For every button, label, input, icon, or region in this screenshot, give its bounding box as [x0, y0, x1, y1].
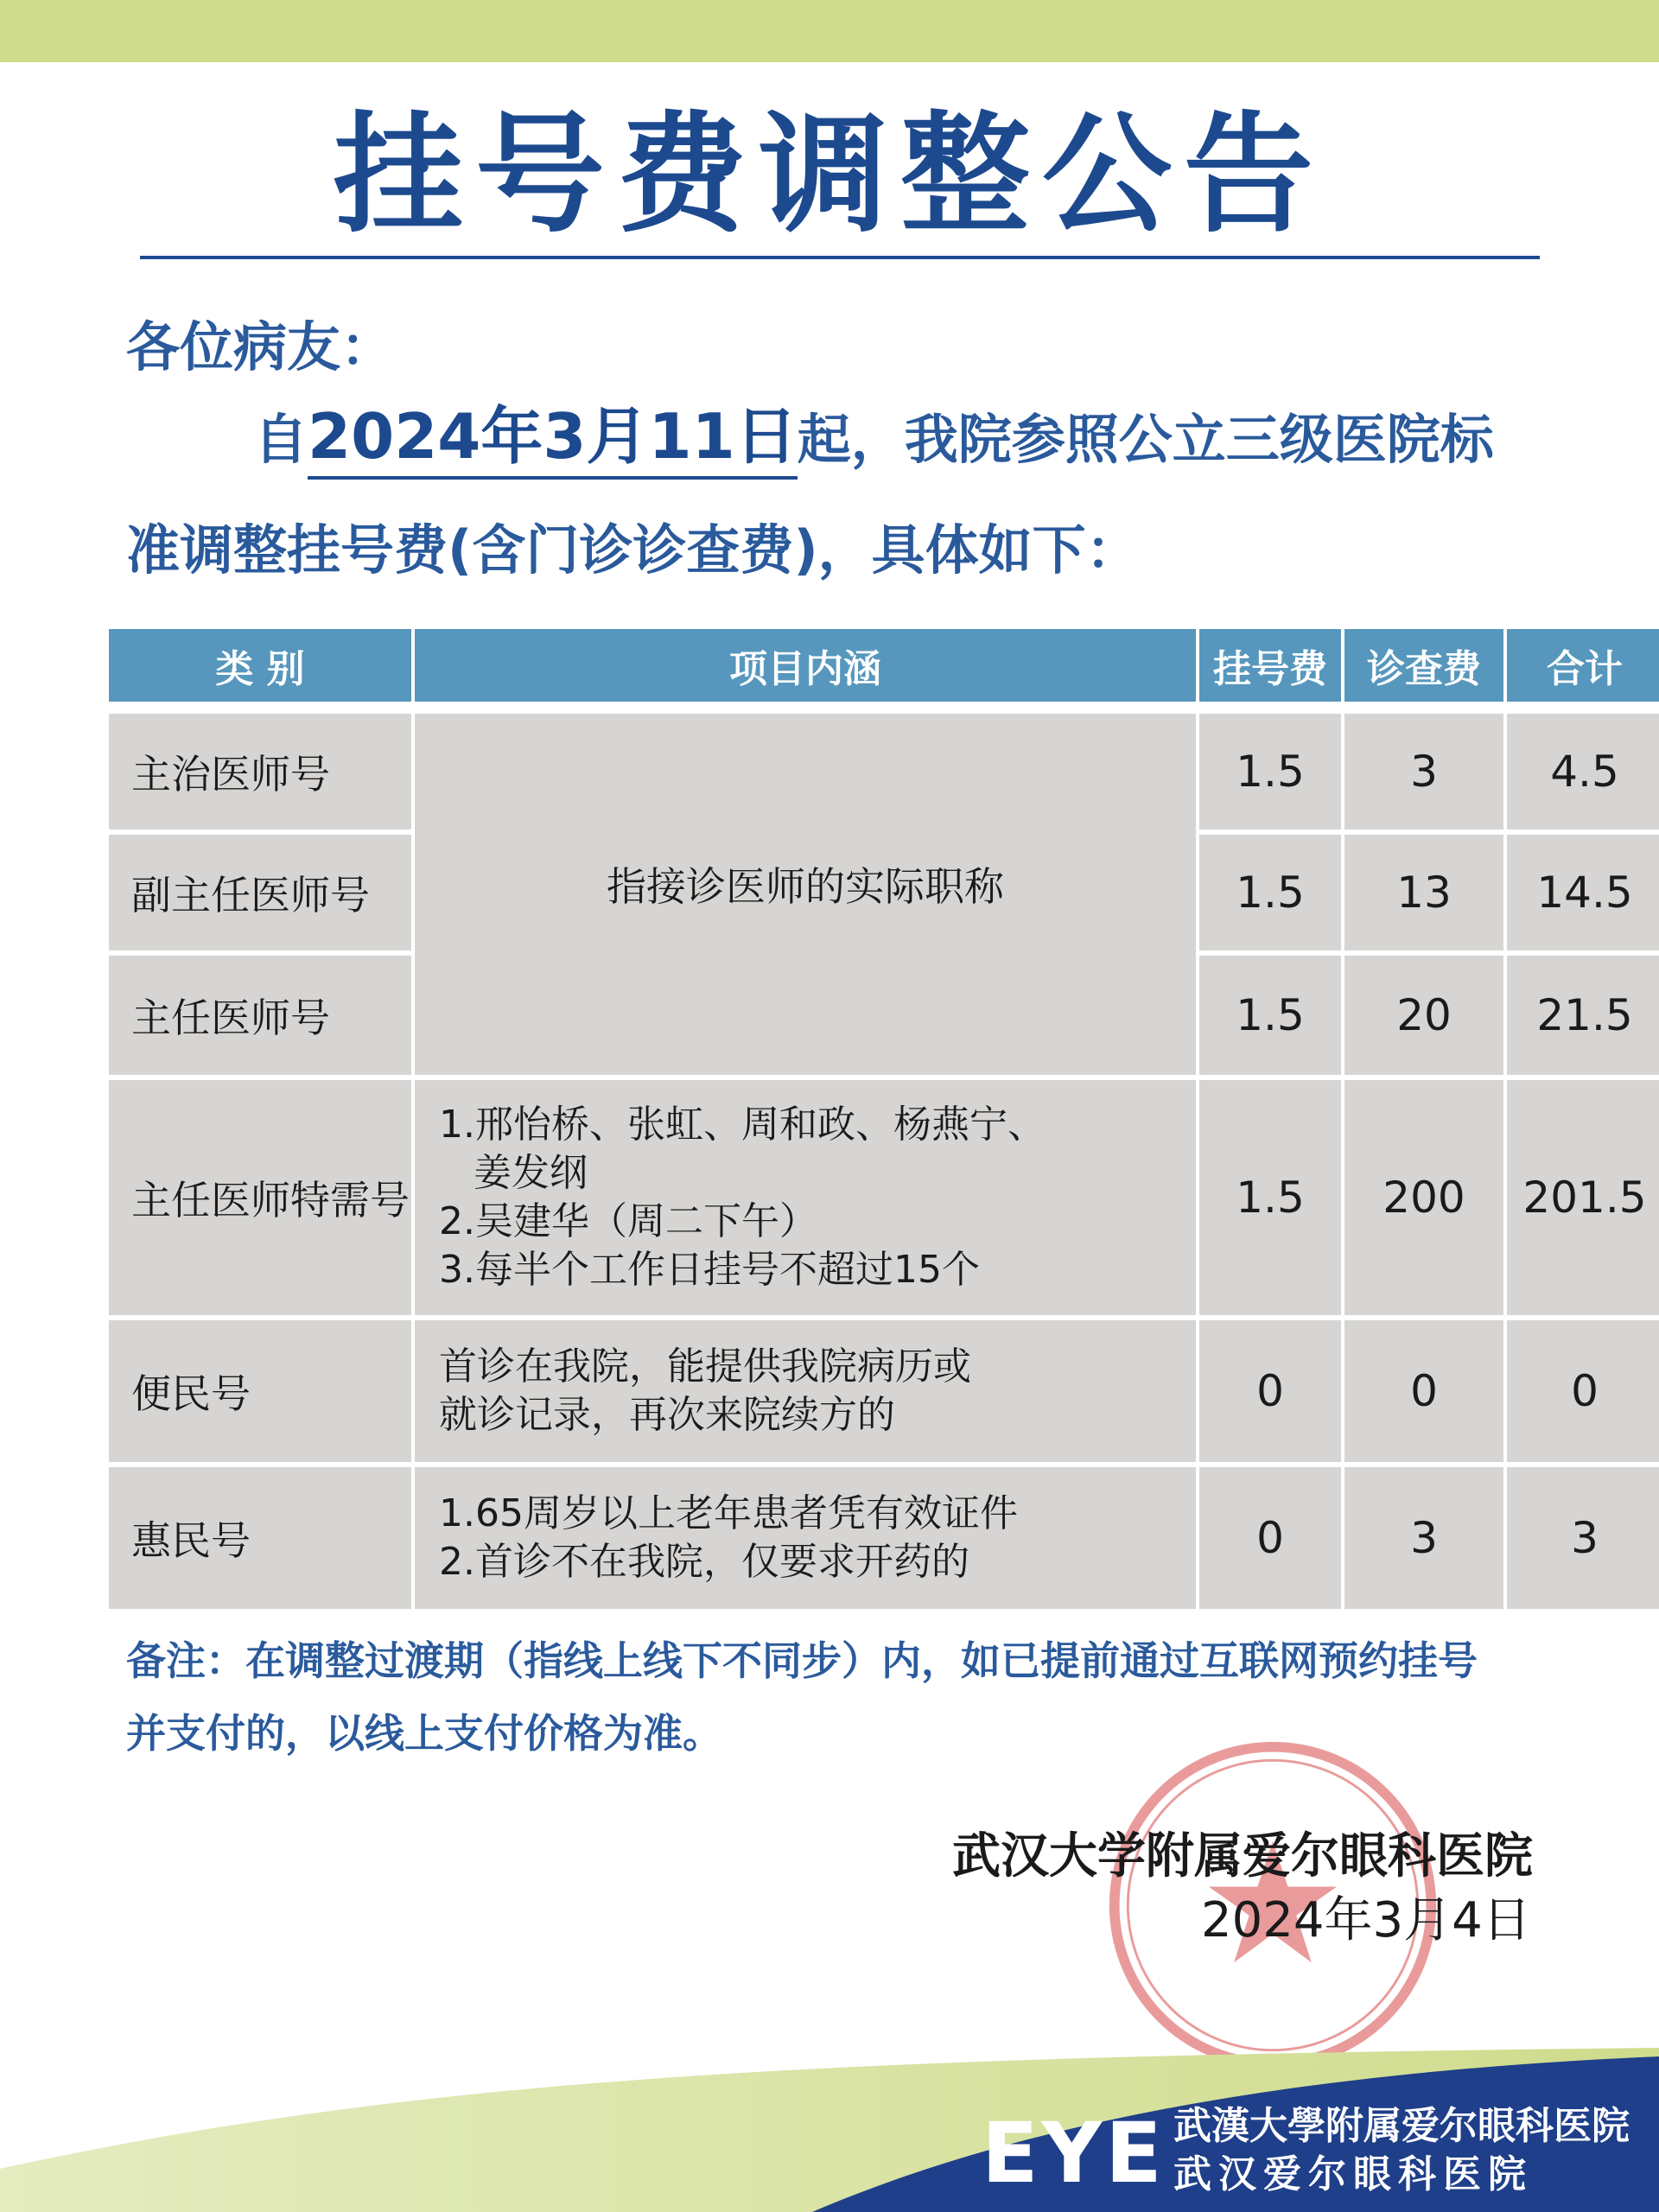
table-row-category: 主治医师号 — [109, 714, 411, 830]
description-line: 1.65周岁以上老年患者凭有效证件 — [439, 1491, 1018, 1535]
table-row-description — [415, 1080, 1196, 1315]
intro-line-1 — [254, 397, 1494, 479]
table-row-category: 惠民号 — [109, 1467, 411, 1609]
footer-hospital-short-name: 武汉爱尔眼科医院 — [1173, 2152, 1533, 2196]
table-row-exam: 3 — [1344, 714, 1503, 830]
description-line: 就诊记录，再次来院续方的 — [439, 1393, 895, 1437]
effective-date: 2024年3月11日 — [308, 400, 798, 480]
table-row-exam: 0 — [1344, 1320, 1503, 1462]
description-line: 首诊在我院，能提供我院病历或 — [439, 1344, 971, 1389]
description-line: 2.吴建华（周二下午） — [439, 1199, 817, 1243]
eye-logo-icon: EYE — [982, 2105, 1166, 2202]
description-line: 2.首诊不在我院，仅要求开药的 — [439, 1540, 969, 1584]
intro-prefix: 自 — [254, 408, 308, 471]
title-divider — [140, 256, 1540, 259]
intro-line-2: 准调整挂号费(含门诊诊查费)，具体如下： — [126, 518, 1140, 582]
greeting: 各位病友： — [126, 315, 395, 378]
remark-line-1: 备注：在调整过渡期（指线上线下不同步）内，如已提前通过互联网预约挂号 — [126, 1637, 1478, 1684]
merged-description: 指接诊医师的实际职称 — [415, 714, 1196, 1075]
table-row-description — [415, 1320, 1196, 1462]
table-row-exam: 200 — [1344, 1080, 1503, 1315]
notice-title: 挂号费调整公告 — [333, 100, 1325, 251]
table-row-total: 4.5 — [1507, 714, 1659, 830]
table-row-exam: 20 — [1344, 956, 1503, 1075]
table-row-exam: 3 — [1344, 1467, 1503, 1609]
header-total: 合计 — [1507, 629, 1659, 702]
table-row-total: 0 — [1507, 1320, 1659, 1462]
table-row-fee: 0 — [1199, 1467, 1341, 1609]
table-row-fee: 1.5 — [1199, 956, 1341, 1075]
table-row-fee: 0 — [1199, 1320, 1341, 1462]
table-row-category: 主任医师号 — [109, 956, 411, 1075]
header-registration-fee: 挂号费 — [1199, 629, 1341, 702]
table-row-category: 便民号 — [109, 1320, 411, 1462]
table-row-category: 主任医师特需号 — [109, 1080, 411, 1315]
table-row-description — [415, 1467, 1196, 1609]
header-category: 类 别 — [109, 629, 411, 702]
table-row-fee: 1.5 — [1199, 1080, 1341, 1315]
description-line: 姜发纲 — [474, 1151, 588, 1195]
table-row-fee: 1.5 — [1199, 714, 1341, 830]
footer-hospital-name: 武漢大學附属爱尔眼科医院 — [1173, 2104, 1630, 2148]
description-line: 1.邢怡桥、张虹、周和政、杨燕宁、 — [439, 1103, 1046, 1147]
table-row-total: 3 — [1507, 1467, 1659, 1609]
table-row-total: 21.5 — [1507, 956, 1659, 1075]
signature-organization: 武汉大学附属爱尔眼科医院 — [952, 1828, 1533, 1885]
header-description: 项目内涵 — [415, 629, 1196, 702]
signature-date: 2024年3月4日 — [1201, 1892, 1531, 1948]
header-exam-fee: 诊查费 — [1344, 629, 1503, 702]
table-row-category: 副主任医师号 — [109, 835, 411, 950]
intro-suffix: 起，我院参照公立三级医院标 — [797, 408, 1494, 471]
description-line: 3.每半个工作日挂号不超过15个 — [439, 1248, 980, 1292]
remark-line-2: 并支付的，以线上支付价格为准。 — [126, 1710, 722, 1757]
table-row-total: 14.5 — [1507, 835, 1659, 950]
table-row-total: 201.5 — [1507, 1080, 1659, 1315]
table-row-exam: 13 — [1344, 835, 1503, 950]
table-row-fee: 1.5 — [1199, 835, 1341, 950]
top-color-band — [0, 0, 1659, 62]
